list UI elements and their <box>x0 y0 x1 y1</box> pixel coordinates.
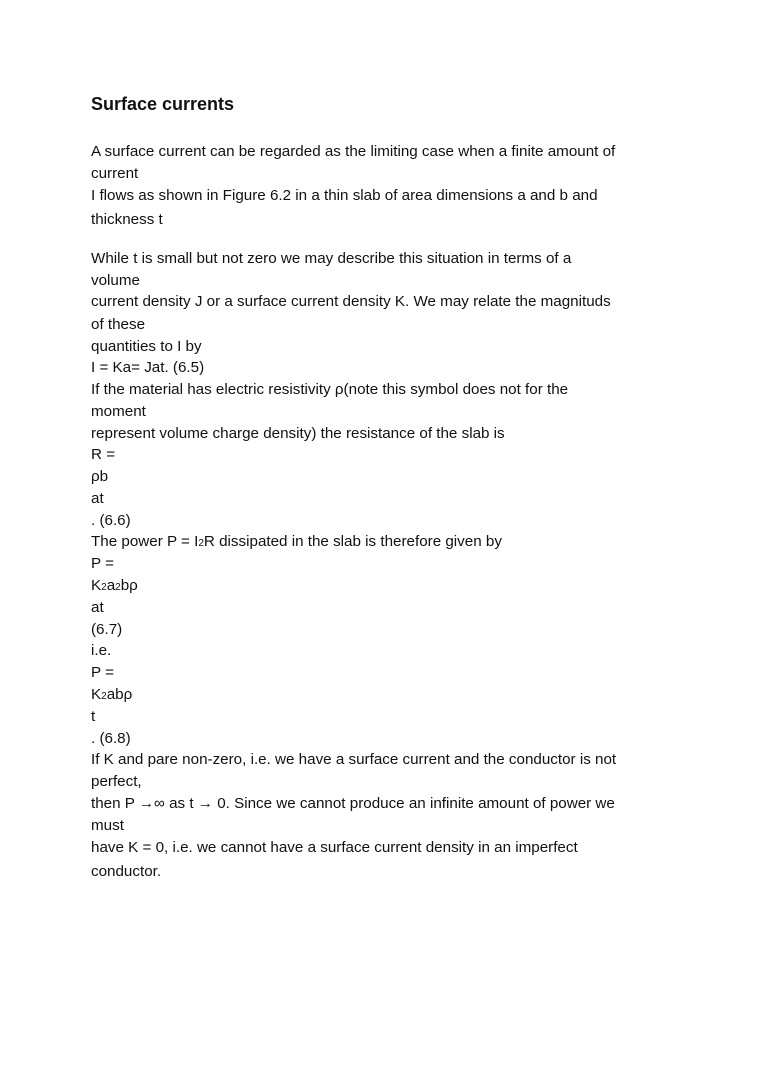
paragraph-line: moment <box>91 403 146 420</box>
paragraph-line: If the material has electric resistivity ρ(note this symbol does not for the <box>91 381 569 398</box>
superscript: 2 <box>101 582 107 593</box>
equation-line: I = Ka= Jat. (6.5) <box>91 359 205 376</box>
text-span: a <box>106 577 116 594</box>
paragraph-line: i.e. <box>91 642 112 659</box>
paragraph-line: thickness t <box>91 211 163 228</box>
text-span: R dissipated in the slab is therefore given by <box>203 533 502 550</box>
equation-line: at <box>91 599 104 616</box>
superscript: 2 <box>198 538 204 549</box>
paragraph-line: have K = 0, i.e. we cannot have a surface current density in an imperfect <box>91 839 578 856</box>
paragraph-line: While t is small but not zero we may describe this situation in terms of a <box>91 250 572 267</box>
equation-line: . (6.8) <box>91 730 131 747</box>
equation-line: R = <box>91 446 116 463</box>
text-span: K <box>91 686 102 703</box>
paragraph-line: then P →∞ as t → 0. Since we cannot produce an infinite amount of power we <box>91 795 615 812</box>
paragraph-line: A surface current can be regarded as the limiting case when a finite amount of <box>91 143 616 160</box>
page-title: Surface currents <box>91 94 235 114</box>
paragraph-line: of these <box>91 316 146 333</box>
text-span: abρ <box>106 686 133 703</box>
equation-line: P = <box>91 664 114 681</box>
equation-line: (6.7) <box>91 621 123 638</box>
equation-line <box>91 576 138 598</box>
superscript: 2 <box>101 691 107 702</box>
equation-line: P = <box>91 555 114 572</box>
paragraph-line: conductor. <box>91 863 162 880</box>
superscript: 2 <box>115 582 121 593</box>
text-span: bρ <box>120 577 138 594</box>
equation-line: t <box>91 708 96 725</box>
text-span: K <box>91 577 102 594</box>
paragraph-line: volume <box>91 272 140 289</box>
equation-line: ρb <box>91 468 109 485</box>
paragraph-line: represent volume charge density) the resistance of the slab is <box>91 425 505 442</box>
equation-line <box>91 685 132 707</box>
paragraph-line <box>91 532 502 554</box>
text-span: The power P = I <box>91 533 199 550</box>
paragraph-line: must <box>91 817 124 834</box>
paragraph-line: quantities to I by <box>91 338 202 355</box>
paragraph-line: current density J or a surface current density K. We may relate the magnituds <box>91 293 611 310</box>
equation-line: . (6.6) <box>91 512 131 529</box>
paragraph-line: I flows as shown in Figure 6.2 in a thin slab of area dimensions a and b and <box>91 187 598 204</box>
paragraph-line: current <box>91 165 139 182</box>
equation-line: at <box>91 490 104 507</box>
paragraph-line: perfect, <box>91 773 142 790</box>
paragraph-line: If K and pare non-zero, i.e. we have a surface current and the conductor is not <box>91 751 617 768</box>
